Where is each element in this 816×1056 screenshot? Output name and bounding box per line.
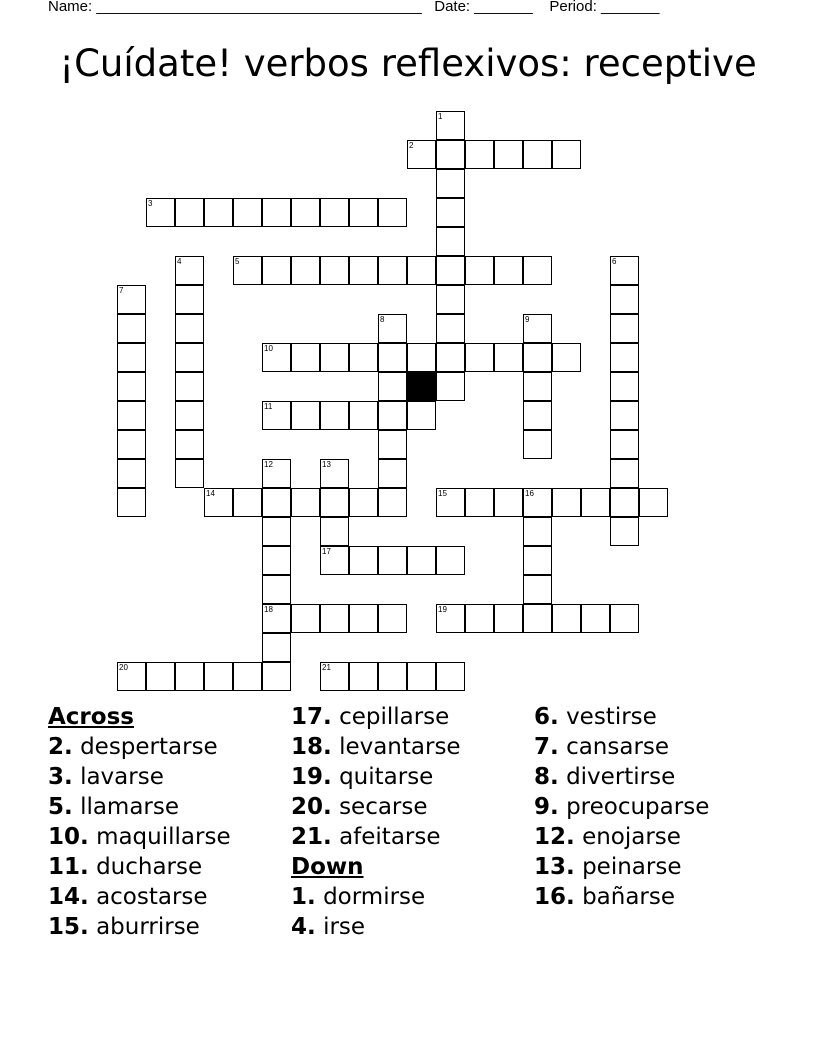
grid-cell[interactable] (581, 488, 610, 517)
grid-cell[interactable] (146, 198, 175, 227)
grid-cell[interactable] (117, 401, 146, 430)
clue-down-16: 16. bañarse (534, 884, 676, 910)
grid-cell[interactable] (117, 343, 146, 372)
cell-number: 15 (438, 489, 447, 498)
grid-cell[interactable] (523, 401, 552, 430)
grid-cell[interactable] (523, 517, 552, 546)
cell-number: 10 (264, 344, 273, 353)
grid-cell[interactable] (117, 372, 146, 401)
grid-cell[interactable] (204, 198, 233, 227)
clue-across-11: 11. ducharse (48, 854, 203, 880)
grid-cell[interactable] (523, 372, 552, 401)
grid-cell[interactable] (349, 198, 378, 227)
cell-number: 2 (409, 141, 414, 150)
cell-number: 12 (264, 460, 273, 469)
grid-cell[interactable] (436, 488, 465, 517)
cell-number: 7 (119, 286, 124, 295)
grid-cell[interactable] (117, 285, 146, 314)
grid-cell[interactable] (465, 140, 494, 169)
grid-cell[interactable] (552, 140, 581, 169)
grid-cell[interactable] (523, 575, 552, 604)
grid-cell[interactable] (349, 256, 378, 285)
grid-cell[interactable] (552, 488, 581, 517)
clue-across-2: 2. despertarse (48, 734, 218, 760)
grid-cell[interactable] (378, 459, 407, 488)
grid-cell[interactable] (436, 372, 465, 401)
cell-number: 5 (235, 257, 240, 266)
grid-cell[interactable] (320, 546, 349, 575)
grid-cell[interactable] (610, 488, 639, 517)
grid-cell[interactable] (262, 662, 291, 691)
grid-cell[interactable] (494, 604, 523, 633)
grid-cell[interactable] (407, 662, 436, 691)
clue-column-1 (48, 702, 231, 942)
date-blank[interactable]: _______ (474, 0, 533, 15)
cell-number: 6 (612, 257, 617, 266)
grid-cell[interactable] (378, 604, 407, 633)
clue-down-8: 8. divertirse (534, 764, 676, 790)
grid-cell[interactable] (349, 488, 378, 517)
grid-cell[interactable] (378, 343, 407, 372)
grid-cell[interactable] (610, 285, 639, 314)
grid-cell[interactable] (494, 343, 523, 372)
clue-across-3: 3. lavarse (48, 764, 164, 790)
grid-cell[interactable] (320, 488, 349, 517)
grid-cell[interactable] (320, 198, 349, 227)
grid-cell[interactable] (494, 488, 523, 517)
grid-cell[interactable] (233, 256, 262, 285)
cell-number: 3 (148, 199, 153, 208)
grid-cell[interactable] (378, 430, 407, 459)
grid-cell[interactable] (523, 256, 552, 285)
grid-cell[interactable] (610, 459, 639, 488)
grid-cell[interactable] (378, 198, 407, 227)
grid-cell[interactable] (465, 256, 494, 285)
grid-cell[interactable] (349, 343, 378, 372)
clue-column-3 (534, 702, 709, 912)
cell-number: 17 (322, 547, 331, 556)
grid-cell[interactable] (291, 198, 320, 227)
grid-cell[interactable] (407, 140, 436, 169)
grid-cell[interactable] (320, 256, 349, 285)
grid-cell[interactable] (436, 198, 465, 227)
grid-cell[interactable] (262, 633, 291, 662)
grid-cell[interactable] (262, 546, 291, 575)
clue-down-7: 7. cansarse (534, 734, 670, 760)
grid-cell[interactable] (175, 372, 204, 401)
grid-cell[interactable] (378, 256, 407, 285)
grid-cell[interactable] (610, 314, 639, 343)
grid-cell[interactable] (204, 488, 233, 517)
clue-across-17: 17. cepillarse (291, 704, 450, 730)
grid-cell[interactable] (320, 459, 349, 488)
grid-cell[interactable] (262, 488, 291, 517)
grid-cell[interactable] (523, 488, 552, 517)
grid-cell[interactable] (378, 488, 407, 517)
grid-cell[interactable] (117, 662, 146, 691)
grid-cell[interactable] (465, 604, 494, 633)
grid-cell[interactable] (175, 256, 204, 285)
grid-cell[interactable] (610, 372, 639, 401)
grid-cell[interactable] (262, 575, 291, 604)
cell-number: 18 (264, 605, 273, 614)
grid-cell[interactable] (610, 517, 639, 546)
clue-down-9: 9. preocuparse (534, 794, 710, 820)
cell-number: 13 (322, 460, 331, 469)
grid-cell[interactable] (436, 546, 465, 575)
grid-cell[interactable] (378, 372, 407, 401)
grid-cell[interactable] (291, 343, 320, 372)
grid-cell[interactable] (436, 111, 465, 140)
grid-cell[interactable] (552, 604, 581, 633)
grid-cell[interactable] (233, 662, 262, 691)
clue-down-6: 6. vestirse (534, 704, 657, 730)
grid-cell[interactable] (436, 169, 465, 198)
cell-number: 8 (380, 315, 385, 324)
grid-cell[interactable] (117, 314, 146, 343)
grid-cell[interactable] (349, 401, 378, 430)
grid-cell[interactable] (523, 140, 552, 169)
grid-cell[interactable] (436, 314, 465, 343)
page-title: ¡Cuídate! verbos reflexivos: receptive (59, 42, 757, 85)
grid-cell[interactable] (465, 488, 494, 517)
grid-cell[interactable] (610, 256, 639, 285)
cell-number: 1 (438, 112, 443, 121)
clue-column-2 (291, 702, 461, 942)
grid-cell[interactable] (204, 662, 233, 691)
grid-cell[interactable] (436, 662, 465, 691)
grid-cell[interactable] (610, 604, 639, 633)
grid-cell[interactable] (175, 285, 204, 314)
black-cell (407, 372, 436, 401)
grid-cell[interactable] (378, 546, 407, 575)
grid-cell[interactable] (262, 343, 291, 372)
grid-cell[interactable] (523, 343, 552, 372)
grid-cell[interactable] (610, 343, 639, 372)
grid-cell[interactable] (233, 198, 262, 227)
grid-cell[interactable] (320, 662, 349, 691)
clue-across-15: 15. aburrirse (48, 914, 200, 940)
clue-down-4: 4. irse (291, 914, 366, 940)
grid-cell[interactable] (262, 198, 291, 227)
grid-cell[interactable] (436, 285, 465, 314)
cell-number: 14 (206, 489, 215, 498)
grid-cell[interactable] (175, 198, 204, 227)
grid-cell[interactable] (465, 343, 494, 372)
grid-cell[interactable] (407, 343, 436, 372)
down-heading: Down (291, 854, 364, 880)
clue-across-10: 10. maquillarse (48, 824, 231, 850)
grid-cell[interactable] (175, 401, 204, 430)
grid-cell[interactable] (494, 140, 523, 169)
grid-cell[interactable] (552, 343, 581, 372)
grid-cell[interactable] (349, 604, 378, 633)
grid-cell[interactable] (117, 430, 146, 459)
cell-number: 20 (119, 663, 128, 672)
clue-across-18: 18. levantarse (291, 734, 461, 760)
period-label: Period: (549, 0, 597, 15)
grid-cell[interactable] (262, 604, 291, 633)
grid-cell[interactable] (436, 604, 465, 633)
clue-across-5: 5. llamarse (48, 794, 180, 820)
clue-down-12: 12. enojarse (534, 824, 681, 850)
grid-cell[interactable] (262, 459, 291, 488)
grid-cell[interactable] (407, 256, 436, 285)
clue-across-21: 21. afeitarse (291, 824, 441, 850)
cell-number: 21 (322, 663, 331, 672)
date-label: Date: (434, 0, 471, 15)
grid-cell[interactable] (291, 604, 320, 633)
grid-cell[interactable] (378, 401, 407, 430)
clue-across-14: 14. acostarse (48, 884, 208, 910)
grid-cell[interactable] (349, 662, 378, 691)
grid-cell[interactable] (523, 314, 552, 343)
grid-cell[interactable] (523, 546, 552, 575)
across-heading: Across (48, 704, 134, 730)
grid-cell[interactable] (146, 662, 175, 691)
cell-number: 16 (525, 489, 534, 498)
clue-across-20: 20. secarse (291, 794, 428, 820)
grid-cell[interactable] (320, 517, 349, 546)
clue-down-1: 1. dormirse (291, 884, 426, 910)
grid-cell[interactable] (175, 430, 204, 459)
grid-cell[interactable] (117, 488, 146, 517)
grid-cell[interactable] (610, 401, 639, 430)
grid-cell[interactable] (262, 401, 291, 430)
grid-cell[interactable] (407, 546, 436, 575)
grid-cell[interactable] (291, 401, 320, 430)
cell-number: 19 (438, 605, 447, 614)
name-label: Name: (48, 0, 93, 15)
grid-cell[interactable] (610, 430, 639, 459)
grid-cell[interactable] (523, 604, 552, 633)
grid-cell[interactable] (436, 256, 465, 285)
grid-cell[interactable] (291, 256, 320, 285)
grid-cell[interactable] (436, 227, 465, 256)
grid-cell[interactable] (262, 256, 291, 285)
grid-cell[interactable] (233, 488, 262, 517)
grid-cell[interactable] (349, 546, 378, 575)
grid-cell[interactable] (436, 140, 465, 169)
grid-cell[interactable] (262, 517, 291, 546)
cell-number: 4 (177, 257, 182, 266)
grid-cell[interactable] (581, 604, 610, 633)
clue-across-19: 19. quitarse (291, 764, 434, 790)
grid-cell[interactable] (378, 314, 407, 343)
grid-cell[interactable] (320, 343, 349, 372)
grid-cell[interactable] (117, 459, 146, 488)
clue-down-13: 13. peinarse (534, 854, 682, 880)
grid-cell[interactable] (175, 343, 204, 372)
grid-cell[interactable] (523, 430, 552, 459)
cell-number: 11 (264, 402, 273, 411)
grid-cell[interactable] (407, 401, 436, 430)
grid-cell[interactable] (320, 604, 349, 633)
grid-cell[interactable] (175, 459, 204, 488)
grid-cell[interactable] (436, 343, 465, 372)
grid-cell[interactable] (175, 314, 204, 343)
cell-number: 9 (525, 315, 530, 324)
grid-cell[interactable] (291, 488, 320, 517)
grid-cell[interactable] (378, 662, 407, 691)
grid-cell[interactable] (494, 256, 523, 285)
grid-cell[interactable] (320, 401, 349, 430)
grid-cell[interactable] (639, 488, 668, 517)
name-blank[interactable]: _______________________________________ (96, 0, 422, 15)
grid-cell[interactable] (175, 662, 204, 691)
period-blank[interactable]: _______ (601, 0, 660, 15)
